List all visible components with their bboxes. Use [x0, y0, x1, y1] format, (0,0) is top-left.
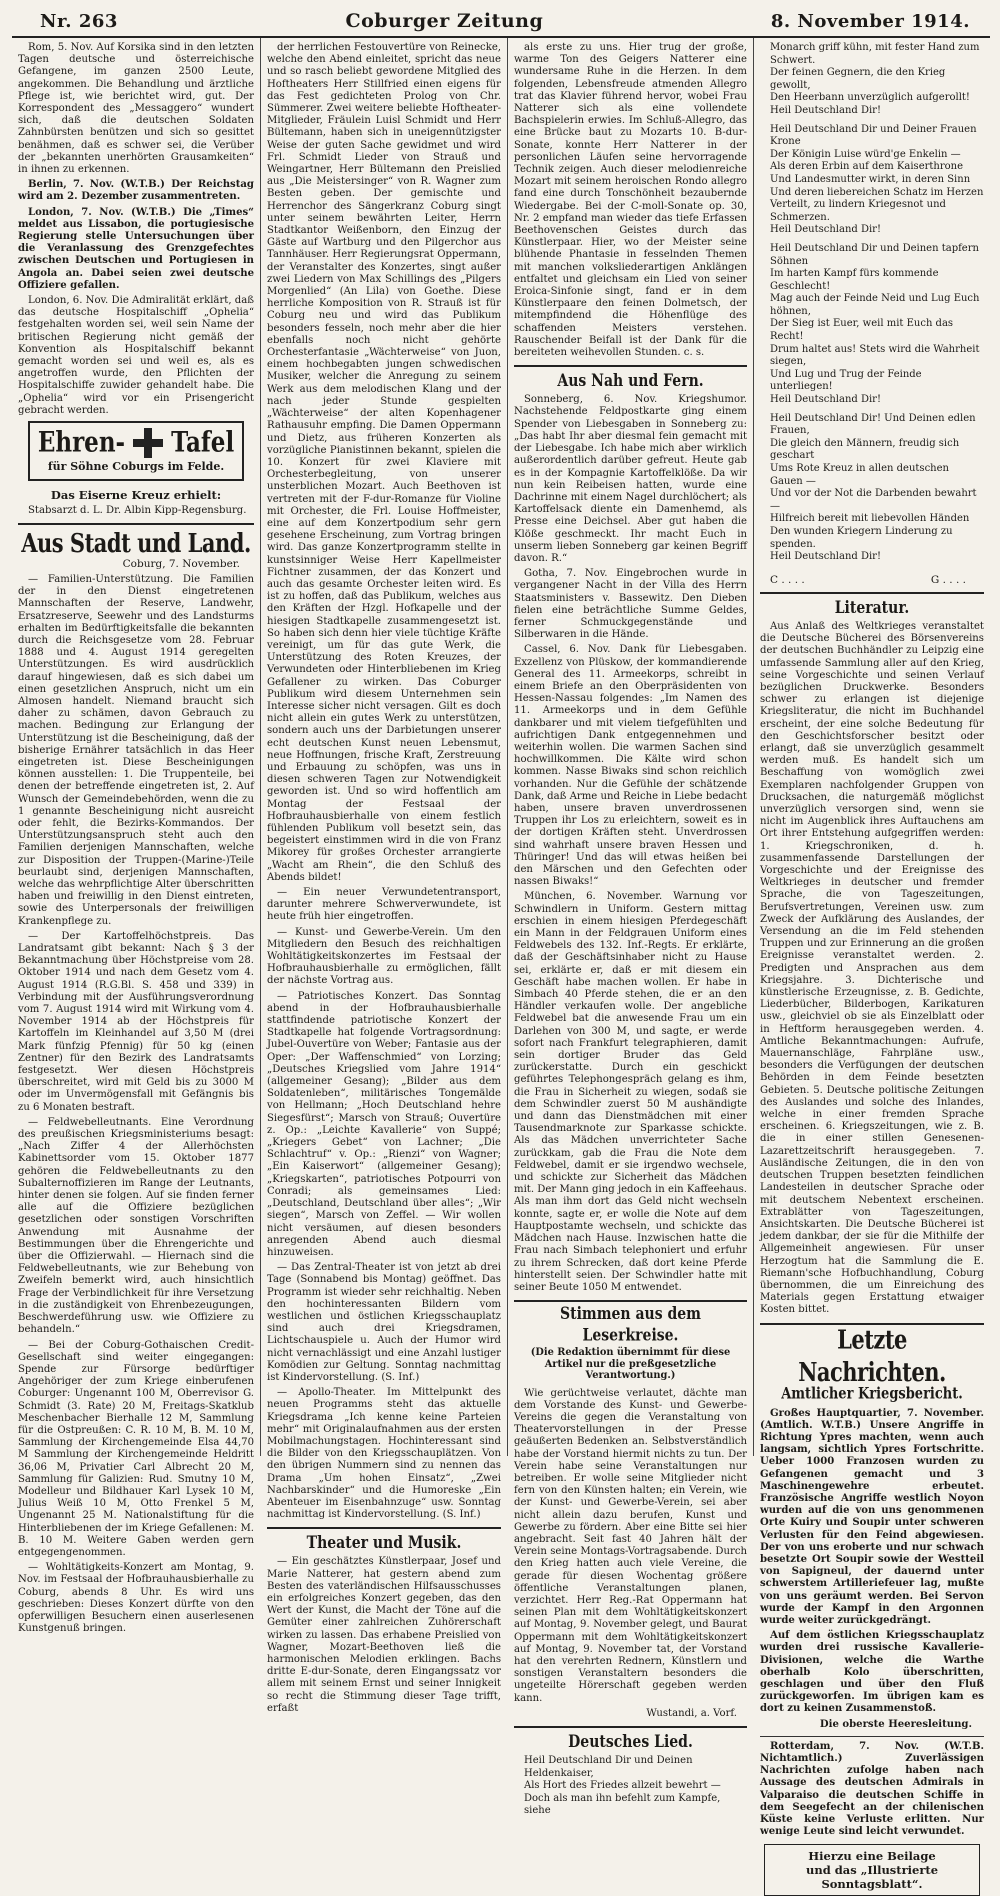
poem-stanza-4: Heil Deutschland Dir! Und Deinen edlen Frauen, Die gleich den Männern, freudig sich geschart Ums Rote Kreuz in allen deutschen Gauen — Und vor der Not die Darbenden bewahrt — Hilfreich bereit mit liebevollen Händen Den wunden Kriegern Linderung zu spenden. Heil Deutschland Dir! — [770, 412, 977, 563]
iron-cross-icon — [133, 428, 163, 458]
article-literatur: Aus Anlaß des Weltkrieges veranstaltet die Deutsche Bücherei des Börsenvereins der deutschen Buchhändler zu Leipzig eine umfassende Sammlung aller auf den Krieg, seine Vorgeschichte und seinen Verlauf bezüglichen Druckwerke. Besonders schwer zu erlangen ist diejenige Kriegsliteratur, die nicht im Buchhandel erscheint, der eine solche Bedeutung für den Geschichtsforscher besitzt oder erlangt, daß sie unverzüglich gesammelt werden muß. Es handelt sich um Beschaffung von womöglich zwei Exemplaren nachfolgender Gruppen von Drucksachen, die naturgemäß möglichst unverzüglich versorgen sind, wenn sie nicht im Augenblick ihres Auftauchens am Ort ihrer Entstehung aufgegriffen werden: 1. Kriegschroniken, d. h. zusammenfassende Darstellungen der Vorgeschichte und der Ereignisse des Weltkrieges in deutscher und fremder Sprache, die von Tageszeitungen, Berufsvertretungen, Vereinen usw. zum Zweck der Aufklärung des Auslandes, der Versendung an die im Feld stehenden Truppen und zur Erinnerung an die großen Ereignisse veranstaltet werden. 2. Predigten und Ansprachen aus dem Kriegsjahre. 3. Dichterische und künstlerische Erzeugnisse, z. B. Gedichte, Liederbücher, Bilderbogen, Karikaturen usw., gleichviel ob sie als Einzelblatt oder in Heftform herausgegeben werden. 4. Amtliche Bekanntmachungen: Aufrufe, Mauernanschläge, Fahrpläne usw., besonders die Verfügungen der deutschen Behörden in dem Feinde besetzten Gebieten. 5. Deutsche politische Zeitungen des Auslandes und solche des Inlandes, welche in einer fremden Sprache erscheinen. 6. Kriegszeitungen, wie z. B. die in einer stillen Genesenen-Lazarettzeitschrift herausgegeben. 7. Ausländische Zeitungen, die in den von deutschen Truppen besetzten feindlichen Landesteilen in deutscher Sprache oder mit deutschem Nebentext erscheinen. Extrablätter von Tageszeitungen, Ansichtskarten. Die Deutsche Bücherei ist jedem dankbar, der sie für die Mithilfe der Allgemeinheit angewiesen. Für unser Herzogtum hat die Sammlung die E. Riemann'sche Hofbuchhandlung, Coburg übernommen, die um Einreichung des Materials gegen Erstattung etwaiger Kosten bittet. — [760, 620, 984, 1316]
signature-right: G . . . . — [930, 573, 966, 586]
column-3 — [507, 38, 753, 1817]
editorial-notice: (Die Redaktion übernimmt für diese Artikel nur die preßgesetzliche Verantwortung.) — [530, 1347, 731, 1382]
divider — [760, 1736, 984, 1737]
heeresleitung-signature: Die oberste Heeresleitung. — [819, 1718, 972, 1730]
section-heading-leserkreis: Stimmen aus dem Leserkreise. — [560, 1304, 701, 1346]
poem-lied-start: Heil Deutschland Dir und Deinen Heldenkaiser, Als Hort des Friedes allzeit bewehrt — Doch als man ihn befehlt zum Kampfe, siehe — [524, 1755, 721, 1817]
article-natterer-cont: als erste zu uns. Hier trug der große, warme Ton des Geigers Natterer eine wundersame Ruhe in die Herzen. In dem folgenden, Lebensfreude atmenden Allegro trat das Klavier führend hervor, wobei Frau Natterer sich als eine vollendete Bachspielerin erwies. Im Schluß-Allegro, das eine Brücke baut zu Mozarts 10. B-dur-Sonate, konnte Herr Natterer in der personlichen Läufen seine hervorragende Technik zeigen. Auch dieser melodienreiche Mozart mit seinem heroischen Rondo allegro fand eine durch Tonschönheit bezaubernde Wiedergabe. Bei der C-moll-Sonate op. 30, Nr. 2 empfand man wieder das tiefe Erfassen Beethovenschen Geistes durch das Künstlerpaar. Hier, wo der Meister seine blühende Phantasie in fesselnden Themen mit manchen volksliederartigen Anklängen entfaltet und gleichsam ein Lied von seiner Eroica-Sinfonie singt, fand er in dem Künstlerpaare den feinen Dolmetsch, der mitempfindend die Höhenflüge des schaffenden Meisters verstehen. Rauschender Beifall ist der Dank für die bereiteten weihevollen Stunden. c. s. — [514, 42, 747, 359]
divider — [514, 365, 747, 367]
section-heading-theater: Theater und Musik. — [306, 1533, 462, 1553]
article-rom: Rom, 5. Nov. Auf Korsika sind in den letzten Tagen deutsche und österreichische Gefangene, im ganzen 2500 Leute, angekommen. Die Behandlung und ärztliche Pflege ist, wie berichtet wird, gut. Der Korrespondent des „Messaggero“ wundert sich, daß die deutschen Soldaten Zahnbürsten benützen und sich so gesittet benähmen, daß es schwer sei, die Verüber der „bekannten unerhörten Grausamkeiten“ in ihnen zu erkennen. — [18, 42, 254, 176]
section-heading-lied: Deutsches Lied. — [568, 1732, 693, 1752]
article-verwundete: — Ein neuer Verwundetentransport, darunter mehrere Schwerverwundete, ist heute früh hier eingetroffen. — [267, 887, 501, 923]
article-patriotisch: — Patriotisches Konzert. Das Sonntag abend in der Hofbrauhausbierhalle stattfindende patriotische Konzert der Stadtkapelle hat folgende Vortragsordnung: Jubel-Ouvertüre von Weber; Fantasie aus der Oper: „Der Waffenschmied“ von Lorzing; „Deutsches Kriegslied vom Jahre 1914“ (allgemeiner Gesang); „Bilder aus dem Soldatenleben“, militärisches Tongemälde von Hellmann; „Hoch Deutschland hehre Siegesfürst“; Marsch von Strauß; Ouvertüre z. Op.: „Leichte Kavallerie“ von Suppé; „Kriegers Gebet“ von Lachner; „Die Schlachtruf“ v. Op.: „Rienzi“ von Wagner; „Ein Kaiserwort“ (allgemeiner Gesang); „Kriegskarten“, patriotisches Potpourri von Conradi; als gemeinsames Lied: „Deutschland, Deutschland über alles“; „Wir siegen“, Marsch von Zeffel. — Wir wollen nicht versäumen, auf diesen besonders anregenden Abend auch diesmal hinzuweisen. — [267, 990, 501, 1258]
divider — [18, 523, 254, 525]
section-heading-stadt-land: Aus Stadt und Land. — [21, 526, 251, 558]
article-natterer: — Ein geschätztes Künstlerpaar, Josef und Marie Natterer, hat gestern abend zum Besten des vaterländischen Hilfsausschusses ein erfolgreiches Konzert gegeben, das den Wert der Kunst, die Macht der Töne auf die Gemüter einer zahlreichen Zuhörerschaft wirken zu lassen. Das erhabene Preislied von Wagner, Mozart-Beethoven ließ die harmonischen Melodien erklingen. Bachs dritte E-dur-Sonate, deren Eingangssatz vor allem mit seinem Ernst und seiner Innigkeit so recht die Stimmung dieser Tage trifft, erfaßt — [267, 1556, 501, 1714]
article-cassel: Cassel, 6. Nov. Dank für Liebesgaben. Exzellenz von Plüskow, der kommandierende General des 11. Armeekorps, schreibt in einem Briefe an den Oberpräsidenten von Hessen-Nassau folgendes: „Im Namen des 11. Armeekorps und in dem Gefühle dankbarer und mit vielem tiefgefühlten und aufrichtigen Dank entgegennehmen und weiterhin wollen. Die warmen Sachen sind hochwillkommen. Die Kälte wird schon kommen. Nasse Biwaks sind schon reichlich vorhanden. Nur die Gefühle der schätzende Dank, daß Arme und Reiche in Liebe bedacht haben, unsere braven unverdrossenen Truppen ihr Los zu erleichtern, soweit es in der dortigen Kräften steht. Unverdrossen sind wahrhaft unsere braven Hessen und Thüringer! Und das will etwas heißen bei den Märschen und den Gefechten oder nassen Biwaks!“ — [514, 644, 747, 888]
article-familien: — Familien-Unterstützung. Die Familien der in den Dienst eingetretenen Mannschaften der Reserve, Landwehr, Ersatzreserve, Seewehr und des Landsturms erhalten im Bedürftigkeitsfalle die bekannten durch die Reichsgesetze vom 28. Februar 1888 und 4. August 1914 geregelten Unterstützungen. Es wird ausdrücklich darauf hingewiesen, daß es sich dabei um einen gesetzlichen Anspruch, nicht um ein Almosen handelt. Niemand braucht sich daher zu schämen, davon Gebrauch zu machen. Bedingung zur Erlangung der Unterstützung ist die Bescheinigung, daß der bisherige Ernährer tatsächlich in das Heer eingetreten ist. Diese Bescheinigungen können ausstellen: 1. Die Truppenteile, bei denen der betreffende eingetreten ist, 2. Auf Wunsch der Gemeindebehörden, wenn die zu 1 genannte Bescheinigung nicht ausreicht oder fehlt, die Bezirks-Kommandos. Der Unterstützungsanspruch steht auch den Familien derjenigen Mannschaften, welche zur Disposition der Truppen-(Marine-)Teile beurlaubt sind, derjenigen Mannschaften, welche das wehrpflichtige Alter überschritten haben und freiwillig in den Dienst eintreten, sowie des Unterpersonals der freiwilligen Krankenpflege zu. — [18, 573, 254, 927]
leserkreis-signature: Wustandi, a. Vorf. — [646, 1707, 737, 1719]
article-london-ophelia: London, 6. Nov. Die Admiralität erklärt, daß das deutsche Hospitalschiff „Ophelia“ festgehalten worden sei, weil sein Name der britischen Regierung nicht gemäß der Konvention als Hospitalschiff bekannt gemacht worden sei und weil es, als es angetroffen wurde, den Pflichten der Hospitalschiffe zuwider gehandelt habe. Die „Ophelia“ wird vor ein Prisengericht gebracht werden. — [18, 295, 254, 416]
issue-number: Nr. 263 — [40, 11, 118, 32]
article-hauptquartier: Großes Hauptquartier, 7. November. (Amtlich. W.T.B.) Unsere Angriffe in Richtung Ypres machten, wenn auch langsam, sichtlich Ypres Fortschritte. Ueber 1000 Franzosen wurden zu Gefangenen gemacht und 3 Maschinengewehre erbeutet. Französische Angriffe westlich Noyon wurden auf die von uns genommenen Orte Kuiry und Soupir unter schweren Verlusten für den Feind abgewiesen. Der von uns eroberte und nur schwach besetzte Ort Soupir sowie der Westteil von Sapigneul, der dauernd unter schwerstem Artilleriefeuer lag, mußte von uns geräumt werden. Bei Servon wurde der Kampf in den Argonnen wurde weiter zurückgedrängt. — [760, 1407, 984, 1626]
ehrentafel-title — [36, 428, 236, 458]
column-4 — [753, 38, 990, 1892]
column-1 — [12, 38, 260, 1635]
poem-stanza-3: Heil Deutschland Dir und Deinen tapfern Söhnen Im harten Kampf fürs kommende Geschlecht! Mag auch der Feinde Neid und Lug Euch höhnen, Der Sieg ist Euer, weil mit Euch das Recht! Drum haltet aus! Stets wird die Wahrheit siegen, Und Lug und Trug der Feinde unterliegen! Heil Deutschland Dir! — [770, 242, 980, 406]
article-credit: — Bei der Coburg-Gothaischen Credit-Gesellschaft sind weiter eingegangen: Spende zur Fürsorge bedürftiger Angehöriger der zum Kriege einberufenen Coburger: Ungenannt 100 M, Oberrevisor G. Schmidt (3. Rate) 20 M, Freitags-Skatklub Meschenbacher Bierhalle 12 M, Sammlung für die Ostpreußen: C. R. 10 M, B. M. 10 M, Sammlung der Kirchengemeinde Elsa 44,70 M Sammlung der Kirchengemeinde Heldritt 36,06 M, Privatier Carl Albrecht 20 M, Sammlung für Galizien: Rud. Smutny 10 M, Modelleur und Bildhauer Karl Lysek 10 M, Julius Weiß 10 M, Otto Frenkel 5 M, Ungenannt 25 M. Nationalstiftung für die Hinterbliebenen der im Kriege Gefallenen: M. B. 10 M. Weitere Gaben werden gern entgegengenommen. — [18, 1339, 254, 1558]
divider — [267, 1527, 501, 1529]
article-kartoffel: — Der Kartoffelhöchstpreis. Das Landratsamt gibt bekannt: Nach § 3 der Bekanntmachung über Höchstpreise vom 28. Oktober 1914 und nach dem Gesetz vom 4. August 1914 (R.G.Bl. S. 458 und 339) in Verbindung mit der Ausführungsverordnung vom 7. August 1914 wird mit Wirkung vom 4. November 1914 ab der Höchstpreis für Kartoffeln im Kleinhandel auf 3,50 M (drei Mark fünfzig Pfennig) für 50 kg (einen Zentner) für den Bezirk des Landratsamts festgesetzt. Wer diesen Höchstpreis überschreitet, wird mit Geld bis zu 3000 M oder im Unvermögensfall mit Gefängnis bis zu 6 Monaten bestraft. — [18, 930, 254, 1113]
article-konzert-cont: der herrlichen Festouvertüre von Reinecke, welche den Abend einleitet, spricht das neue und so rasch beliebt gewordene Mitglied des Hoftheaters Herr Stillfried einen eigens für das Fest gedichteten Prolog von Chr. Sümmerer. Zwei weitere beliebte Hoftheater-Mitglieder, Fräulein Luisl Schmidt und Herr Bültemann, haben sich in uneigennützigster Weise der guten Sache gewidmet und wird Frl. Schmidt Lieder von Strauß und Weingartner, Herr Bültemann den Preislied aus „Die Meistersinger“ von R. Wagner zum Besten geben. Der gemischte und Herrenchor des Sängerkranz Coburg singt unter seinem bewährten Leiter, Herrn Stadtkantor Weißenborn, den Einzug der Gäste auf Wartburg und den Pilgerchor aus Tannhäuser. Herr Regierungsrat Oppermann, der Veranstalter des Konzertes, singt außer zwei Liedern von Max Schillings des „Pilgers Morgenlied“ (An Lila) von Goethe. Diese herrliche Komposition von R. Strauß ist für Coburg neu und wird das Publikum besonders fesseln, noch mehr aber die hier ebenfalls noch nicht gehörte Orchesterfantasie „Wächterweise“ von Juon, einem hochbegabten jungen schwedischen Musiker, welcher die Anregung zu seinem Werk aus dem melodischen Klang und der nach jeder Stunde gespielten „Wächterweise“ der alten Kopenhagener Rathausuhr empfing. Die Damen Oppermann und Dietz, aus früheren Konzerten als vorzügliche Pianistinnen bekannt, spielen die 10. Konzert für zwei Klaviere mit Orchesterbegleitung, von unserer unsterblichen Mozart. Auch Beethoven ist vertreten mit der F-dur-Romanze für Violine mit Orchester, die Frl. Louise Hoffmeister, eine auf dem Konzertpodium sehr gern gesehene Erscheinung, zum Vortrag bringen wird. Das ganze Konzertprogramm stellte in kunstsinniger Weise Herr Kapellmeister Fichtner zusammen, der das Konzert und auch das gesamte Orchester leiten wird. Es ist zu hoffen, daß das Publikum, welches aus den Kräften der Hzgl. Hofkapelle und der hiesigen Stadtkapelle zusammengesetzt ist. So haben sich denn hier viele tüchtige Kräfte vereinigt, um für das gute Werk, die Unterstützung des Roten Kreuzes, der Verwundeten oder Hinterbliebenen im Krieg Gefallener zu wirken. Das Coburger Publikum wird diesem Unternehmen sein Interesse sicher nicht versagen. Gilt es doch nicht allein ein gutes Werk zu unterstützen, sondern auch uns der Darbietungen unserer echt deutschen Kunst neuen Lebensmut, neue Hoffnungen, frische Kraft, Zerstreuung und Erbauung zu schöpfen, was uns in diesen schweren Tagen zur Notwendigkeit geworden ist. Und so wird hoffentlich am Montag der Festsaal der Hofbrauhausbierhalle von einem festlich fühlenden Publikum voll besetzt sein, das begeistert einstimmen wird in die von Franz Mikorey für großes Orchester arrangierte „Wacht am Rhein“, die den Schluß des Abends bildet! — [267, 42, 501, 883]
iron-cross-heading: Das Eiserne Kreuz erhielt: — [50, 488, 222, 503]
ehrentafel-left: Ehren- — [37, 426, 126, 459]
column-2 — [260, 38, 507, 1714]
article-ostfront: Auf dem östlichen Kriegsschauplatz wurden drei russische Kavallerie-Divisionen, welche die Warthe oberhalb Kolo überschritten, geschlagen und über den Fluß zurückgeworfen. Im übrigen kam es dort zu keinen Zusammenstoß. — [760, 1630, 984, 1715]
article-berlin: Berlin, 7. Nov. (W.T.B.) Der Reichstag wird am 2. Dezember zusammentreten. — [18, 179, 254, 203]
article-feldwebel: — Feldwebelleutnants. Eine Verordnung des preußischen Kriegsministeriums besagt: „Nach Ziffer 4 der Allerhöchsten Kabinettsorder vom 15. Oktober 1877 gehören die Feldwebelleutnants zu den Subalternoffizieren im Range der Leutnants, hinter denen sie folgen. Auf sie finden ferner alle auf die Offiziere bezüglichen gesetzlichen oder sonstigen Vorschriften Anwendung mit Ausnahme der Bestimmungen über die Ehrengerichte und über die Offizierwahl. — Hiernach sind die Feldwebelleutnants, wie zur Behebung von Zweifeln bemerkt wird, auch hinsichtlich Frage der Verbindlichkeit für ihre Versetzung in die zuständigkeit von Ehrenbezeugungen, Beschwerdeführung usw. wie Offiziere zu behandeln.“ — [18, 1116, 254, 1336]
article-zentraltheater: — Das Zentral-Theater ist von jetzt ab drei Tage (Sonnabend bis Montag) geöffnet. Das Programm ist wieder sehr reichhaltig. Neben den hochinteressanten Bildern vom westlichen und östlichen Kriegsschauplatz sind auch drei Kriegsdramen, Lichtschauspiele u. Auch der Humor wird nicht vernachlässigt und eine Anzahl lustiger Komödien zur Geltung. Sonntag nachmittag ist Kindervorstellung. (S. Inf.) — [267, 1262, 501, 1383]
masthead — [12, 8, 990, 38]
supplement-notice: Hierzu eine Beilage und das „Illustrierte Sonntagsblatt“. — [764, 1844, 980, 1896]
article-wohltaetigkeit: — Wohltätigkeits-Konzert am Montag, 9. Nov. im Festsaal der Hofbrauhausbierhalle zu Coburg, abends 8 Uhr. Es wird uns geschrieben: Dieses Konzert dürfte von den opferwilligen Besuchern einen auserlesenen Kunstgenuß bringen. — [18, 1562, 254, 1635]
poem-stanza-1: Monarch griff kühn, mit fester Hand zum Schwert. Der feinen Gegnern, die den Krieg gewollt, Den Heerbann unverzüglich aufgerollt! Heil Deutschland Dir! — [770, 42, 980, 116]
ehrentafel-right: Tafel — [171, 426, 235, 459]
article-muenchen: München, 6. November. Warnung vor Schwindlern in Uniform. Gestern mittag erschien in einem hiesigen Pferdegeschäft ein Mann in der Feldgrauen Uniform eines Feldwebels des 132. Inf.-Regts. Er erklärte, daß der Geschäftsinhaber nicht zu Hause sei, erklärte er, daß er mit diesem ein Geschäft habe machen wollen. Er habe in Simbach 40 Pferde stehen, die er an den Händler verkaufen wolle. Der angebliche Feldwebel bat die anwesende Frau um ein Darlehen von 300 M, und sagte, er werde sofort nach Frankfurt telegraphieren, damit sein dortiger Bruder das Geld zurückerstatte. Durch ein geschickt geführtes Telephongespräch gelang es ihm, die Frau in Sicherheit zu wiegen, sodaß sie dem Schwindler zuerst 50 M aushändigte und dann das Dienstmädchen mit einer Tausendmarknote zur Sparkasse schickte. Als das Mädchen unverrichteter Sache zurückkam, gab die Frau die Note dem Feldwebel, damit er sie irgendwo wechsele, und schickte zur Sicherheit das Mädchen mit. Der Mann ging jedoch in ein Kaffeehaus. Als man ihm dort das Geld nicht wechseln konnte, sagte er, er wolle die Note auf dem Hauptpostamte wechseln, und schickte das Mädchen nach Hause. Inzwischen hatte die Frau nach Simbach telephoniert und erfuhr zu ihrem Schrecken, daß dort keine Pferde hinterstellt seien. Der Schwindler hatte mit seiner Beute 1050 M entwendet. — [514, 891, 747, 1293]
ehrentafel-subtitle: für Söhne Coburgs im Felde. — [47, 460, 225, 474]
poem-stanza-2: Heil Deutschland Dir und Deiner Frauen Krone Der Königin Luise würd'ge Enkelin — Als deren Erbin auf dem Kaiserthrone Und Landesmutter wirkt, in deren Sinn Und deren liebereichen Schatz im Herzen Verteilt, zu lindern Kriegesnot und Schmerzen. Heil Deutschland Dir! — [770, 123, 984, 236]
article-sonneberg: Sonneberg, 6. Nov. Kriegshumor. Nachstehende Feldpostkarte ging einem Spender von Liebesgaben in Sonneberg zu: „Das habt Ihr aber diesmal fein gemacht mit der Liebesgabe. Ich habe mich aber wirklich außerordentlich darüber gefreut. Heute gab es in der Kompagnie Kartoffelklöße. Da wir nun kein Reibeisen hatten, wurde eine Dachrinne mit einem Nagel durchlöchert; als Kartoffelsack diente ein Damenhemd, als Presse eine Deichsel. Aber gut haben die Klöße geschmeckt. Ihr macht Euch in unserm lieben Sonneberg gar keinen Begriff davon. R.“ — [514, 394, 747, 564]
newspaper-title: Coburger Zeitung — [345, 10, 544, 32]
signature-left: C . . . . — [770, 573, 805, 586]
article-leserkreis: Wie gerüchtweise verlautet, dächte man dem Vorstande des Kunst- und Gewerbe-Vereins die gegen die Veranstaltung von Theatervorstellungen in der Presse geäußerten Bedenken an. Selbstverständlich habe der Vorstand hiermit nichts zu tun. Der Verein habe seine Veranstaltungen nur betreiben. Er wolle seine Mitglieder nicht fern von den Künsten halten; ein Verein, wie der Kunst- und Gewerbe-Verein, sei aber nicht allein dazu berufen, Kunst und Gewerbe zu fördern. Aber eine Bitte sei hier angebracht. Seit fast 40 Jahren hält der Verein seine Montags-Vortragsabende. Durch den Krieg hatten auch viele Vereine, die gerade für diesen Wochentag größere öffentliche Veranstaltungen planen, verzichtet. Herr Reg.-Rat Oppermann hat seinen Plan mit dem Wohltätigkeitskonzert auf Montag, 9. November gelegt, und Baurat Oppermann mit dem Wohltätigkeitskonzert auf Montag, 9. November tat, der Vorstand hat den verehrten Rednern, Künstlern und sonstigen Veranstaltern besonders die ungeteilte Hörerschaft gegeben werden kann. — [514, 1387, 747, 1704]
article-apollo: — Apollo-Theater. Im Mittelpunkt des neuen Programms steht das aktuelle Kriegsdrama „Ich kenne keine Parteien mehr“ mit Originalaufnahmen aus der ersten Mobilmachungstagen. Hochinteressant sind die Bilder von den Kriegsschauplätzen. Von den übrigen Nummern sind zu nennen das Drama „Um hohen Einsatz“, „Zwei Nachbarskinder“ und die Humoreske „Ein Abenteuer im Eisenbahnzuge“ usw. Sonntag nachmittag ist Kindervorstellung. (S. Inf.) — [267, 1387, 501, 1521]
section-heading-nah-fern: Aus Nah und Fern. — [557, 371, 704, 391]
poem-signature — [760, 570, 984, 586]
article-rotterdam: Rotterdam, 7. Nov. (W.T.B. Nichtamtlich.) Zuverlässigen Nachrichten zufolge haben nach Aussage des deutschen Admirals in Valparaiso die deutschen Schiffe in dem Seegefecht an der chilenischen Küste keine Verluste erlitten. Nur wenige Leute sind leicht verwundet. — [760, 1740, 984, 1838]
subheading-kriegsbericht: Amtlicher Kriegsbericht. — [781, 1384, 963, 1403]
section-heading-letzte: Letzte Nachrichten. — [798, 1323, 946, 1387]
article-london-times: London, 7. Nov. (W.T.B.) Die „Times“ meldet aus Lissabon, die portugiesische Regierung stelle Untersuchungen über die Veranlassung des Grenzgefechtes zwischen Deutschen und Portugiesen in Angola an. Dabei seien zwei deutsche Offiziere gefallen. — [18, 206, 254, 291]
article-gotha: Gotha, 7. Nov. Eingebrochen wurde in vergangener Nacht in der Villa des Herrn Staatsministers v. Bassewitz. Den Dieben fielen eine beträchtliche Summe Geldes, ferner Schmuckgegenstände und Silberwaren in die Hände. — [514, 568, 747, 641]
issue-date: 8. November 1914. — [770, 11, 970, 32]
divider — [514, 1726, 747, 1728]
columns — [12, 38, 990, 1892]
divider — [514, 1300, 747, 1302]
divider — [760, 592, 984, 594]
section-heading-literatur: Literatur. — [834, 598, 910, 618]
article-kunstverein: — Kunst- und Gewerbe-Verein. Um den Mitgliedern den Besuch des reichhaltigen Wohltätigkeitskonzertes im Festsaal der Hofbrauhausbierhalle zu ermöglichen, fällt der nächste Vortrag aus. — [267, 926, 501, 987]
dateline: Coburg, 7. November. — [122, 557, 240, 570]
iron-cross-recipient: Stabsarzt d. L. Dr. Albin Kipp-Regensburg. — [28, 504, 247, 516]
ehrentafel-box — [28, 421, 244, 481]
